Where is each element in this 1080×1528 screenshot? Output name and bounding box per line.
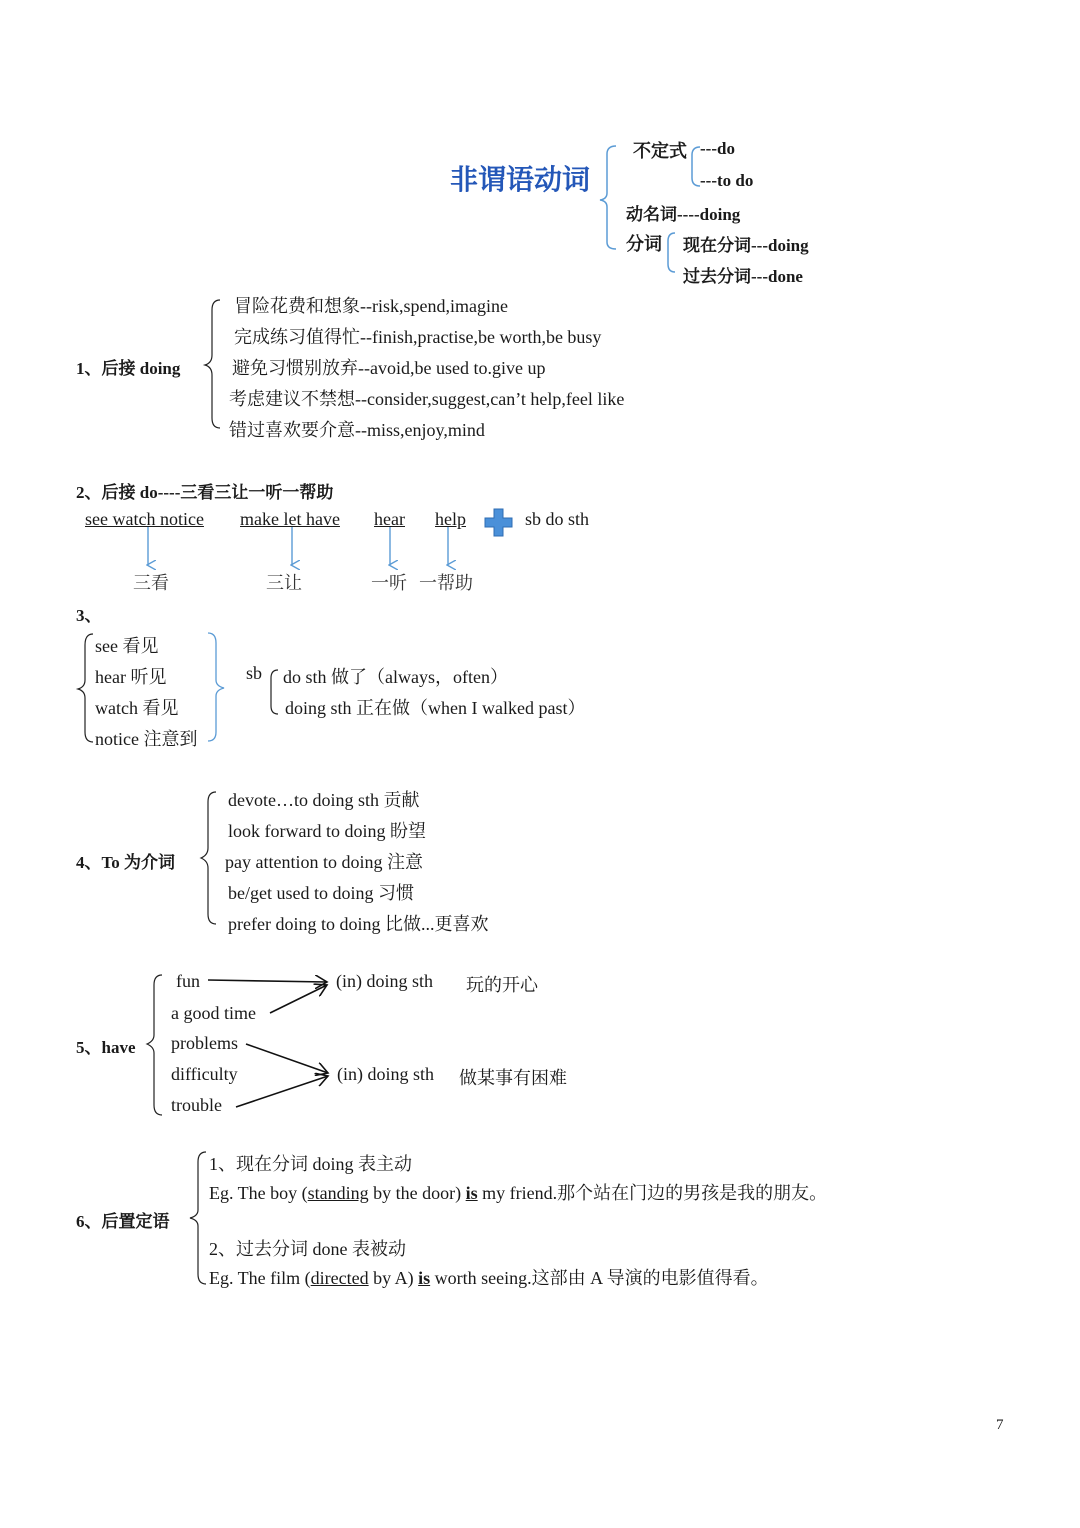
section-3-left-brace [78,634,93,742]
form-do-sth: do sth 做了（always，often） [283,667,508,687]
label-yi-ting: 一听 [371,573,407,593]
section-1-item: 考虑建议不禁想--consider,suggest,can’t help,feel like [229,389,625,409]
have-object: fun [176,971,200,991]
have-object: difficulty [171,1064,238,1084]
section-1-item: 避免习惯别放弃--avoid,be used to.give up [232,358,546,378]
section-1-heading: 1、后接 doing [76,359,181,378]
plus-icon [485,509,512,536]
participle-label: 分词 [626,234,662,254]
have-object: a good time [171,1003,256,1023]
verb-group-hear: hear [374,509,405,529]
section-5-arrows [208,980,328,1107]
section-3-sb-bracket [271,670,278,714]
section-4-item: be/get used to doing 习惯 [228,883,414,903]
past-participle-item: 过去分词---done [683,267,803,286]
section-4-heading: 4、To 为介词 [76,853,176,872]
section-2-arrows [148,527,448,565]
gerund-item: 动名词----doing [626,205,741,224]
perception-verb: notice 注意到 [95,729,198,749]
label-yi-bangzhu: 一帮助 [419,573,473,593]
infinitive-do: ---do [700,139,735,158]
infinitive-to-do: ---to do [700,171,754,190]
point-past-participle: 2、过去分词 done 表被动 [209,1239,406,1259]
section-3-heading: 3、 [76,606,102,625]
section-5-brace [147,975,162,1115]
section-4-item: look forward to doing 盼望 [228,821,426,841]
sb-label: sb [246,663,263,683]
example-sentence-1: Eg. The boy (standing by the door) is my friend.那个站在门边的男孩是我的朋友。 [209,1183,828,1203]
have-object: trouble [171,1095,222,1115]
section-4-item: devote…to doing sth 贡献 [228,790,420,810]
label-san-rang: 三让 [266,573,302,593]
verb-group-see: see watch notice [85,509,204,529]
section-4-item: prefer doing to doing 比做...更喜欢 [228,914,489,934]
page-number: 7 [996,1417,1004,1433]
section-1-brace [205,300,220,428]
page-title: 非谓语动词 [450,163,591,196]
section-3-right-brace [208,633,224,741]
section-6-brace [190,1152,206,1284]
section-4-brace [201,792,216,924]
label-san-kan: 三看 [133,573,169,593]
title-bracket [600,146,700,272]
meaning-difficulty: 做某事有困难 [459,1068,567,1088]
section-1-item: 冒险花费和想象--risk,spend,imagine [234,296,508,316]
sb-do-sth: sb do sth [525,509,590,529]
perception-verb: watch 看见 [95,698,179,718]
target-in-doing-2: (in) doing sth [337,1064,434,1084]
perception-verb: hear 听见 [95,667,167,687]
section-6-heading: 6、后置定语 [76,1212,170,1231]
form-doing-sth: doing sth 正在做（when I walked past） [285,698,586,718]
section-1-item: 完成练习值得忙--finish,practise,be worth,be busy [234,327,602,347]
meaning-fun: 玩的开心 [466,975,538,995]
present-participle-item: 现在分词---doing [683,236,809,255]
perception-verb: see 看见 [95,636,159,656]
infinitive-label: 不定式 [633,141,687,161]
verb-group-make: make let have [240,509,340,529]
point-present-participle: 1、现在分词 doing 表主动 [209,1154,413,1174]
section-5-heading: 5、have [76,1038,136,1057]
section-4-item: pay attention to doing 注意 [225,852,423,872]
have-object: problems [171,1033,238,1053]
verb-group-help: help [435,509,466,529]
target-in-doing-1: (in) doing sth [336,971,433,991]
section-2-heading: 2、后接 do----三看三让一听一帮助 [76,483,334,502]
example-sentence-2: Eg. The film (directed by A) is worth seeing.这部由 A 导演的电影值得看。 [209,1268,769,1288]
section-1-item: 错过喜欢要介意--miss,enjoy,mind [229,420,485,440]
